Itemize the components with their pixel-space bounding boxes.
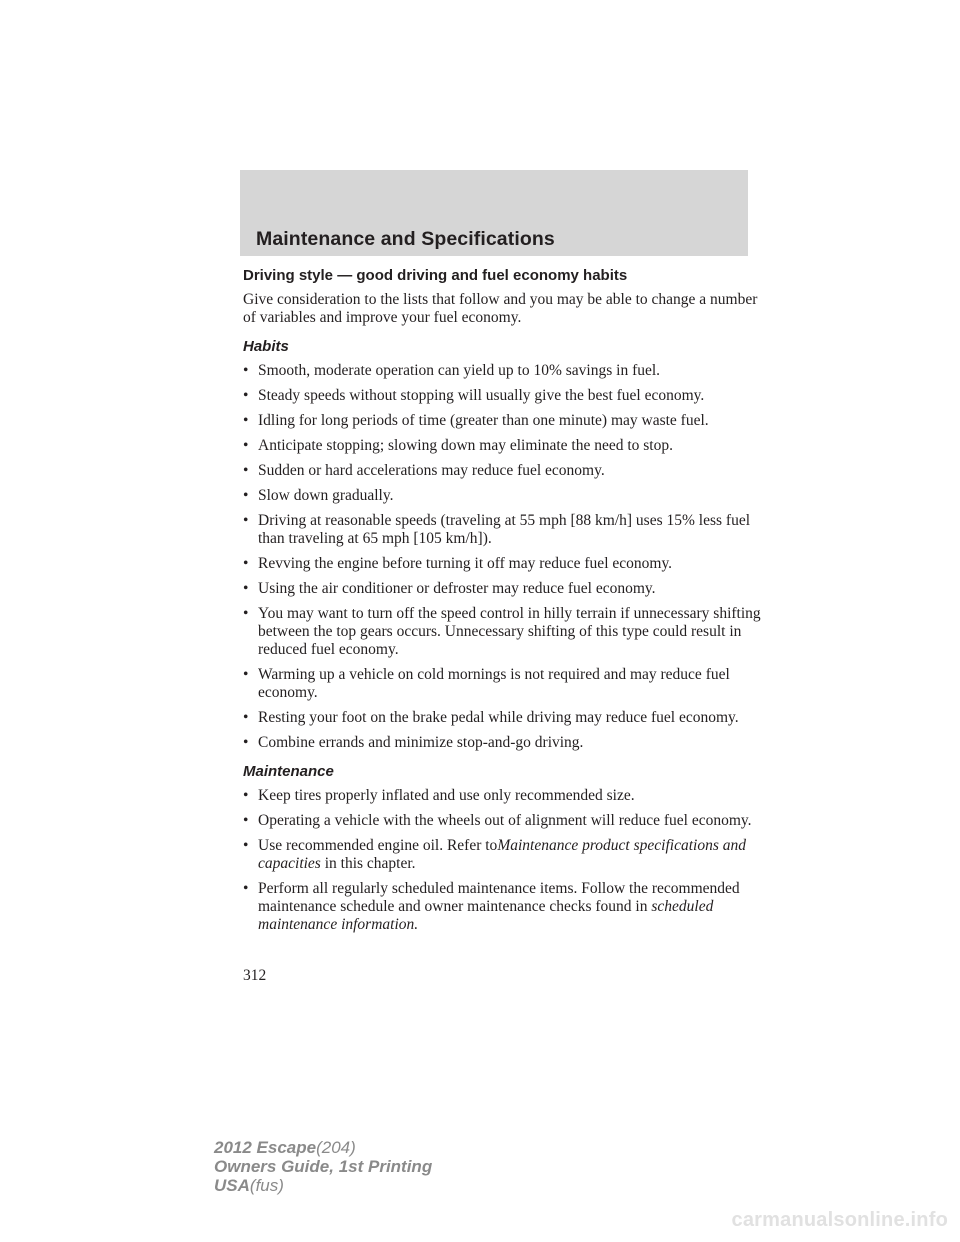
maintenance-list xyxy=(243,787,763,934)
bullet-icon: • xyxy=(243,462,249,479)
bullet-icon: • xyxy=(243,412,249,429)
cross-reference-text: Maintenance product specifications and capacities xyxy=(258,837,746,872)
list-item-text: Driving at reasonable speeds (traveling at 55 mph [88 km/h] uses 15% less fuel than traveling at 65 mph [105 km/h]). xyxy=(258,512,751,547)
list-item-text: Smooth, moderate operation can yield up to 10% savings in fuel. xyxy=(258,362,661,379)
page-content xyxy=(243,266,763,941)
list-item xyxy=(243,512,763,548)
bullet-icon: • xyxy=(243,487,249,504)
footer-model: 2012 Escape xyxy=(214,1138,317,1157)
driving-style-heading: Driving style — good driving and fuel economy habits xyxy=(243,267,628,284)
habits-list xyxy=(243,362,763,752)
list-item-text: Slow down gradually. xyxy=(258,487,394,504)
bullet-icon: • xyxy=(243,437,249,454)
list-item-text: Resting your foot on the brake pedal while driving may reduce fuel economy. xyxy=(258,709,739,726)
list-item-text: Perform all regularly scheduled maintenance items. Follow the recommended maintenance schedule and owner maintenance checks found in xyxy=(258,880,740,915)
bullet-icon: • xyxy=(243,812,249,829)
bullet-icon: • xyxy=(243,880,249,897)
list-item-text: Keep tires properly inflated and use only recommended size. xyxy=(258,787,635,804)
list-item xyxy=(243,487,763,505)
bullet-icon: • xyxy=(243,734,249,751)
watermark: carmanualsonline.info xyxy=(731,1209,948,1231)
bullet-icon: • xyxy=(243,709,249,726)
habits-heading: Habits xyxy=(243,338,289,355)
list-item xyxy=(243,787,763,805)
list-item-text: Using the air conditioner or defroster may reduce fuel economy. xyxy=(258,580,656,597)
footer-line-model xyxy=(214,1138,432,1157)
bullet-icon: • xyxy=(243,837,249,854)
list-item-text: Use recommended engine oil. Refer to xyxy=(258,837,498,854)
cross-reference-text: scheduled maintenance information. xyxy=(258,898,714,933)
bullet-icon: • xyxy=(243,787,249,804)
footer-line-market xyxy=(214,1176,432,1195)
list-item xyxy=(243,709,763,727)
page-number: 312 xyxy=(243,967,267,984)
footer-market: USA xyxy=(214,1176,250,1195)
list-item xyxy=(243,734,763,752)
footer-model-code: (204) xyxy=(316,1138,356,1157)
list-item xyxy=(243,387,763,405)
list-item-text: Operating a vehicle with the wheels out of alignment will reduce fuel economy. xyxy=(258,812,752,829)
bullet-icon: • xyxy=(243,666,249,683)
maintenance-heading: Maintenance xyxy=(243,763,334,780)
list-item xyxy=(243,555,763,573)
list-item-text: Warming up a vehicle on cold mornings is not required and may reduce fuel economy. xyxy=(258,666,730,701)
list-item xyxy=(243,812,763,830)
list-item-text: You may want to turn off the speed control in hilly terrain if unnecessary shifting between the top gears occurs. Unnecessary shifting of this type could result in reduced fuel economy. xyxy=(258,605,761,658)
bullet-icon: • xyxy=(243,555,249,572)
bullet-icon: • xyxy=(243,362,249,379)
list-item-text: Idling for long periods of time (greater than one minute) may waste fuel. xyxy=(258,412,709,429)
list-item xyxy=(243,462,763,480)
list-item xyxy=(243,666,763,702)
list-item-text: Steady speeds without stopping will usually give the best fuel economy. xyxy=(258,387,705,404)
footer-line-printing: Owners Guide, 1st Printing xyxy=(214,1157,433,1176)
footer-market-code: (fus) xyxy=(249,1176,284,1195)
section-title: Maintenance and Specifications xyxy=(256,228,555,250)
list-item-text: Sudden or hard accelerations may reduce fuel economy. xyxy=(258,462,605,479)
bullet-icon: • xyxy=(243,387,249,404)
bullet-icon: • xyxy=(243,512,249,529)
driving-style-intro: Give consideration to the lists that follow and you may be able to change a number of variables and improve your fuel economy. xyxy=(243,291,758,326)
list-item-text: Revving the engine before turning it off may reduce fuel economy. xyxy=(258,555,673,572)
list-item-text: Anticipate stopping; slowing down may eliminate the need to stop. xyxy=(258,437,673,454)
bullet-icon: • xyxy=(243,605,249,622)
list-item xyxy=(243,880,763,934)
list-item xyxy=(243,412,763,430)
list-item xyxy=(243,605,763,659)
section-header-band xyxy=(240,170,748,256)
print-footer xyxy=(214,1138,432,1195)
list-item xyxy=(243,837,763,873)
list-item-text: Combine errands and minimize stop-and-go driving. xyxy=(258,734,584,751)
bullet-icon: • xyxy=(243,580,249,597)
list-item xyxy=(243,362,763,380)
list-item xyxy=(243,437,763,455)
list-item xyxy=(243,580,763,598)
list-item-text: in this chapter. xyxy=(324,855,416,872)
